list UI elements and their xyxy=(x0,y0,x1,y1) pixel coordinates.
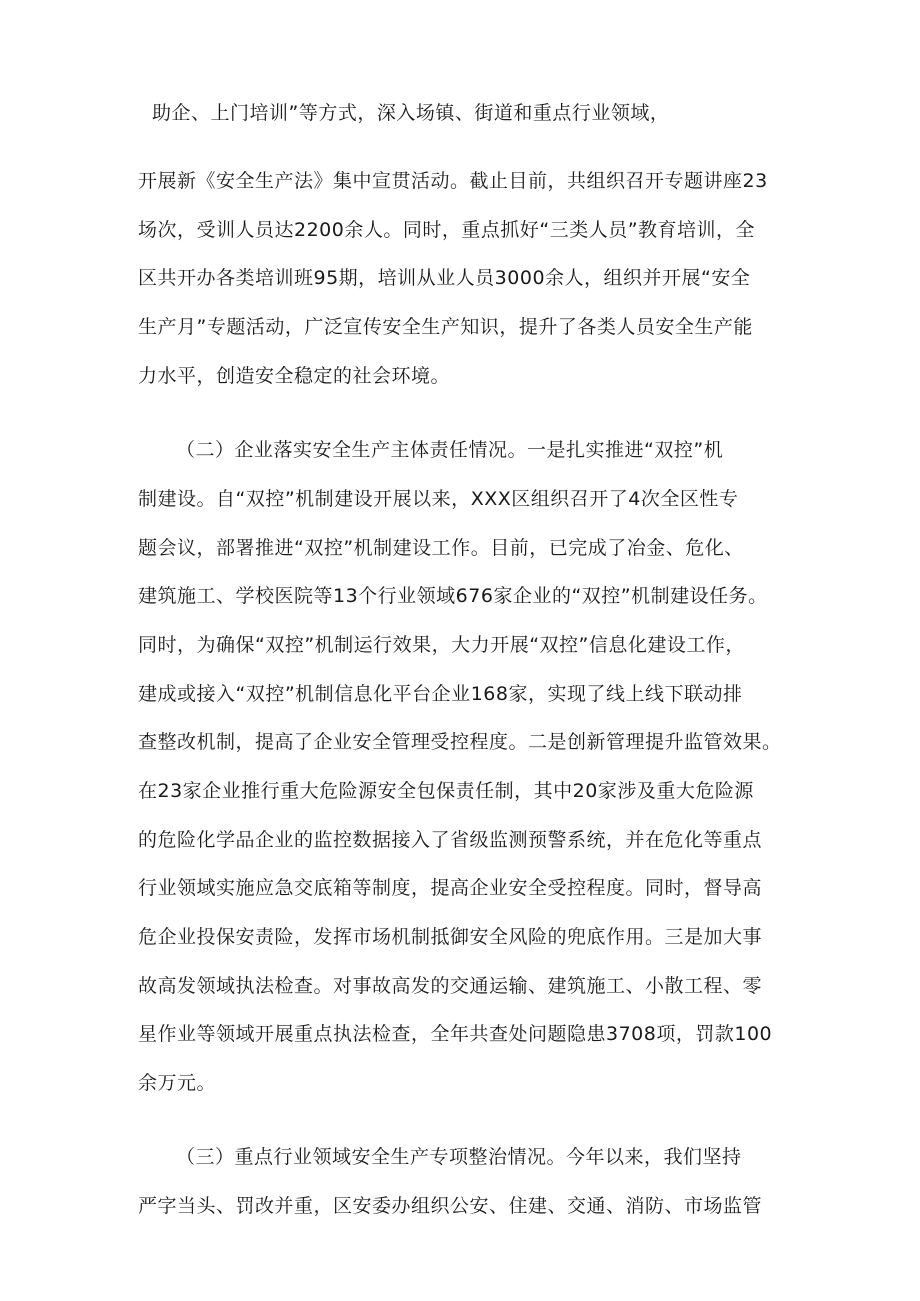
text-line: 行业领域实施应急交底箱等制度，提高企业安全受控程度。同时，督导高 xyxy=(138,877,763,899)
text-line: 危企业投保安责险，发挥市场机制抵御安全风险的兜底作用。三是加大事 xyxy=(138,926,763,948)
text-line: 同时，为确保“双控”机制运行效果，大力开展“双控”信息化建设工作， xyxy=(138,634,745,656)
text-line: 星作业等领域开展重点执法检查，全年共查处问题隐患3708项，罚款100 xyxy=(138,1023,773,1045)
text-line: 开展新《安全生产法》集中宣贯活动。截止目前，共组织召开专题讲座23 xyxy=(138,170,768,192)
text-line: 的危险化学品企业的监控数据接入了省级监测预警系统，并在危化等重点 xyxy=(138,829,763,851)
text-line: 建成或接入“双控”机制信息化平台企业168家，实现了线上线下联动排 xyxy=(138,683,743,705)
text-line: 场次，受训人员达2200余人。同时，重点抓好“三类人员”教育培训，全 xyxy=(138,219,756,241)
text-line: 题会议，部署推进“双控”机制建设工作。目前，已完成了冶金、危化、 xyxy=(138,537,744,559)
text-line: 制建设。自“双控”机制建设开展以来，XXX区组织召开了4次全区性专 xyxy=(138,488,739,510)
text-line: 故高发领域执法检查。对事故高发的交通运输、建筑施工、小散工程、零 xyxy=(138,975,763,997)
text-line: 余万元。 xyxy=(138,1072,217,1094)
text-line: 生产月”专题活动，广泛宣传安全生产知识，提升了各类人员安全生产能 xyxy=(138,316,753,338)
text-line: 区共开办各类培训班95期，培训从业人员3000余人，组织并开展“安全 xyxy=(138,267,751,289)
text-line: 查整改机制，提高了企业安全管理受控程度。二是创新管理提升监管效果。 xyxy=(138,731,782,753)
text-line: 建筑施工、学校医院等13个行业领域676家企业的“双控”机制建设任务。 xyxy=(138,585,768,607)
text-line: 助企、上门培训”等方式，深入场镇、街道和重点行业领域， xyxy=(152,102,670,124)
text-line: 在23家企业推行重大危险源安全包保责任制，其中20家涉及重大危险源 xyxy=(138,780,754,802)
text-line: 力水平，创造安全稳定的社会环境。 xyxy=(138,365,451,387)
text-line: 严字当头、罚改并重，区安委办组织公安、住建、交通、消防、市场监管 xyxy=(138,1195,763,1217)
paragraph-heading-line: （三）重点行业领域安全生产专项整治情况。今年以来，我们坚持 xyxy=(176,1146,742,1168)
paragraph-heading-line: （二）企业落实安全生产主体责任情况。一是扎实推进“双控”机 xyxy=(176,439,724,461)
